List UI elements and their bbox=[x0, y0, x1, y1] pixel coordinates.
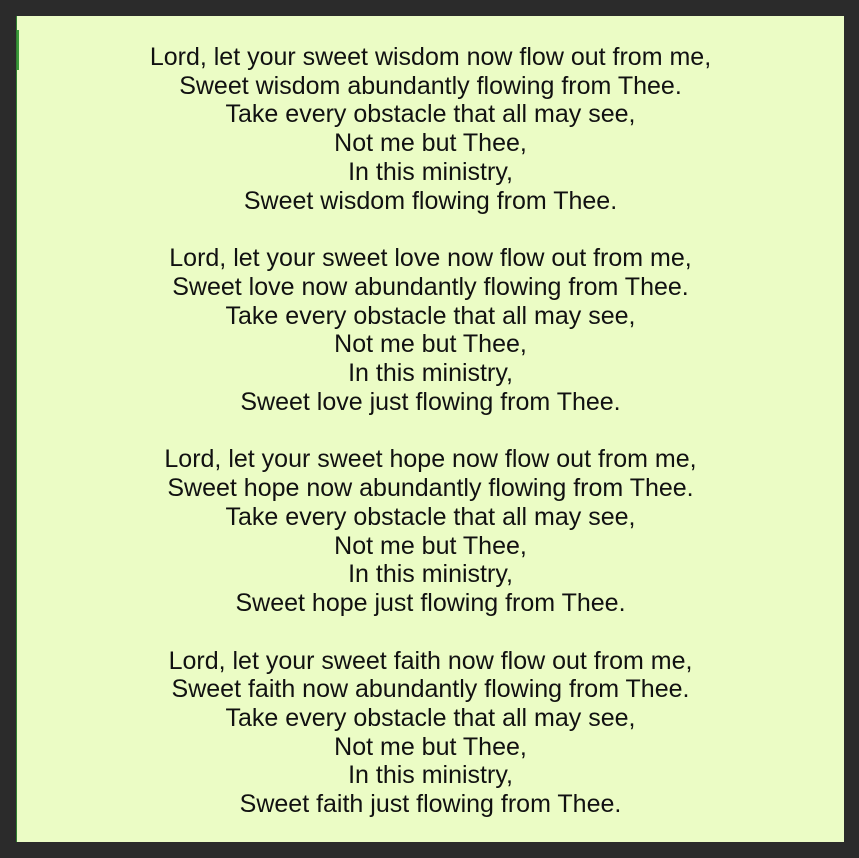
poem-line: In this ministry, bbox=[348, 359, 513, 388]
poem-line: Sweet wisdom abundantly flowing from Thee. bbox=[179, 71, 682, 100]
stanza-faith bbox=[17, 647, 844, 819]
document-page bbox=[16, 16, 844, 842]
poem-line: Sweet faith now abundantly flowing from Thee. bbox=[171, 675, 690, 704]
poem-line: In this ministry, bbox=[348, 761, 513, 790]
poem-line: Sweet hope just flowing from Thee. bbox=[235, 588, 626, 617]
poem-line: Not me but Thee, bbox=[334, 531, 527, 560]
poem-line: Lord, let your sweet hope now flow out from me, bbox=[164, 445, 697, 474]
poem-line: Sweet faith just flowing from Thee. bbox=[239, 790, 622, 819]
poem-line: Take every obstacle that all may see, bbox=[225, 301, 636, 330]
poem-line: Not me but Thee, bbox=[334, 330, 527, 359]
stanza-love bbox=[17, 244, 844, 416]
poem-line: Take every obstacle that all may see, bbox=[225, 502, 636, 531]
poem-line: In this ministry, bbox=[348, 560, 513, 589]
poem-line: Sweet wisdom flowing from Thee. bbox=[243, 186, 618, 215]
poem-line: Lord, let your sweet wisdom now flow out from me, bbox=[149, 43, 712, 71]
poem-line: Sweet love now abundantly flowing from Thee. bbox=[172, 272, 689, 301]
poem-line: Lord, let your sweet love now flow out from me, bbox=[169, 244, 692, 273]
poem-line: Sweet love just flowing from Thee. bbox=[240, 387, 621, 416]
poem-line: Lord, let your sweet faith now flow out from me, bbox=[168, 646, 693, 675]
poem-line: Not me but Thee, bbox=[334, 732, 527, 761]
poem-line: Sweet hope now abundantly flowing from Thee. bbox=[167, 474, 694, 503]
poem-text bbox=[17, 43, 844, 848]
poem-line: Not me but Thee, bbox=[334, 129, 527, 158]
stanza-wisdom bbox=[17, 43, 844, 215]
poem-line: In this ministry, bbox=[348, 157, 513, 186]
poem-line: Take every obstacle that all may see, bbox=[225, 100, 636, 129]
stanza-hope bbox=[17, 445, 844, 617]
poem-line: Take every obstacle that all may see, bbox=[225, 704, 636, 733]
